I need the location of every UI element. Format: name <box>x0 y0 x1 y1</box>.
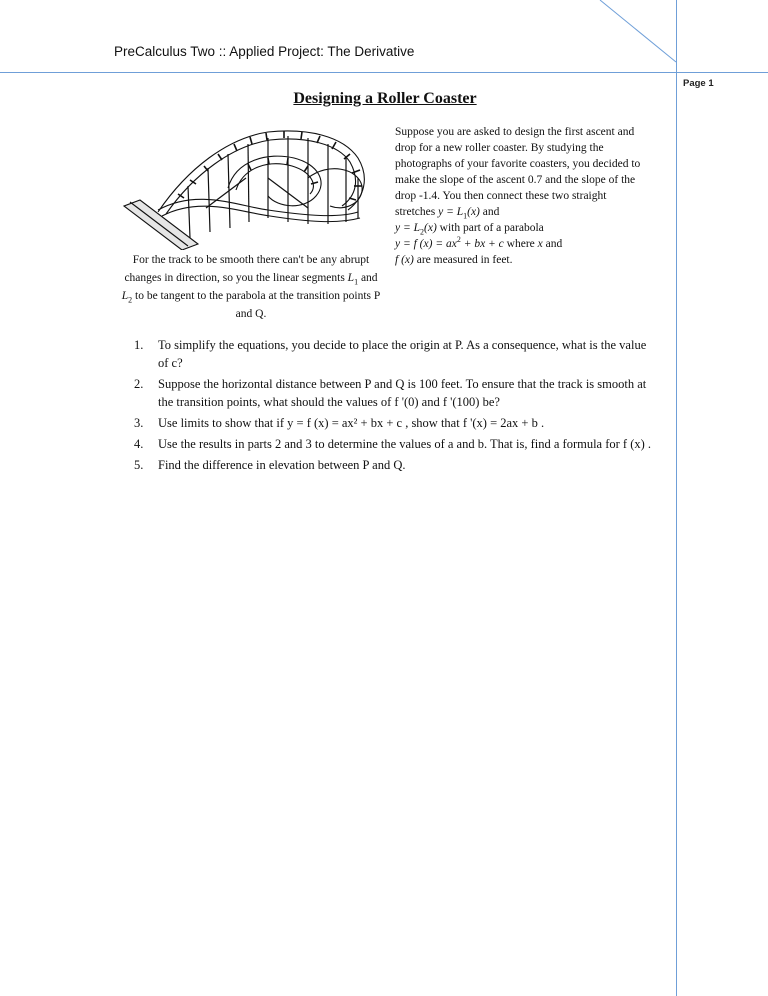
question-list <box>134 336 654 477</box>
question-item: 4. Use the results in parts 2 and 3 to determine the values of a and b. That is, find a formula for f (x) . <box>134 437 652 451</box>
page-number: Page 1 <box>683 78 714 89</box>
question-item: 2. Suppose the horizontal distance between P and Q is 100 feet. To ensure that the track is smooth at the transition points, what should the values of f '(0) and f '(100) be? <box>134 377 647 409</box>
document-header: PreCalculus Two :: Applied Project: The Derivative <box>114 44 415 59</box>
question-item: 3. Use limits to show that if y = f (x) = ax² + bx + c , show that f '(x) = 2ax + b . <box>134 416 545 430</box>
roller-coaster-illustration <box>118 118 380 250</box>
figure-caption: For the track to be smooth there can't be any abrupt changes in direction, so you the linear segments $L_1$ and $L_2$ to be tangent to the parabola at the transition points P and Q. <box>121 254 381 320</box>
intro-paragraph: Suppose you are asked to design the first ascent and drop for a new roller coaster. By studying the photographs of your favorite coasters, you decided to make the slope of the ascent 0.7 and the slope of the drop -1.4. You then connect these two straight stretches $y = L_1(x)$ and $y = L_2(x)$ with part of a parabola y = f $(x) = ax^2$ + bx + c where x and f (x) are measured in feet. <box>395 126 641 266</box>
page-title: Designing a Roller Coaster <box>293 90 477 107</box>
question-item: 5. Find the difference in elevation between P and Q. <box>134 458 406 472</box>
question-item: 1. To simplify the equations, you decide to place the origin at P. As a consequence, what is the value of c? <box>134 338 647 370</box>
